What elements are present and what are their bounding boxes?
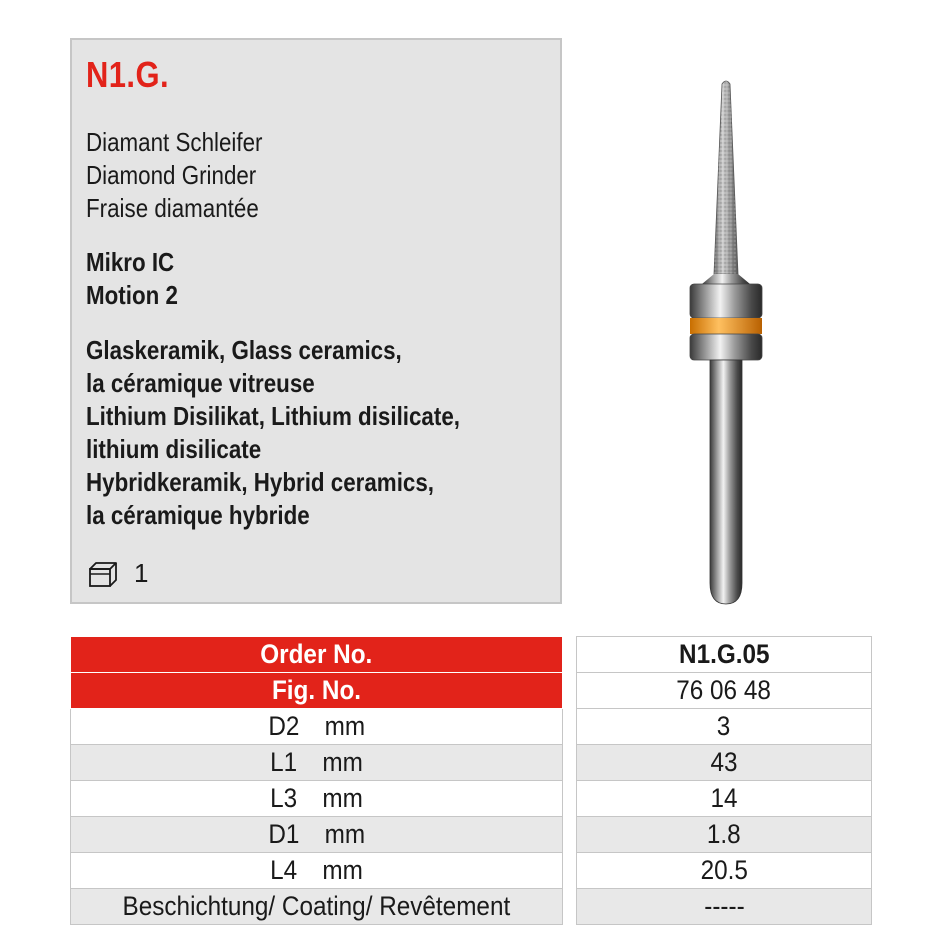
param-label: D1 mm xyxy=(71,817,563,853)
table-row xyxy=(71,637,563,673)
pack-quantity-row xyxy=(88,558,148,589)
param-value: 1.8 xyxy=(577,817,872,853)
table-row xyxy=(71,817,563,853)
product-name-fr: Fraise diamantée xyxy=(86,193,259,223)
table-row xyxy=(577,853,872,889)
product-name-en: Diamond Grinder xyxy=(86,160,257,190)
spec-table-values xyxy=(576,636,872,925)
param-value: 20.5 xyxy=(577,853,872,889)
table-row xyxy=(577,889,872,925)
table-row xyxy=(577,781,872,817)
material-line-4: lithium disilicate xyxy=(86,434,262,464)
product-code: N1.G. xyxy=(86,54,170,95)
coating-label: Beschichtung/ Coating/ Revêtement xyxy=(71,889,563,925)
table-row xyxy=(577,637,872,673)
table-row xyxy=(577,709,872,745)
system-motion-2: Motion 2 xyxy=(86,280,178,310)
param-label: L3 mm xyxy=(71,781,563,817)
fig-no-header: Fig. No. xyxy=(71,673,563,709)
param-value: 43 xyxy=(577,745,872,781)
material-line-1: Glaskeramik, Glass ceramics, xyxy=(86,335,402,365)
param-value: 14 xyxy=(577,781,872,817)
table-row xyxy=(71,709,563,745)
order-no-header: Order No. xyxy=(71,637,563,673)
product-name-de: Diamant Schleifer xyxy=(86,127,263,157)
material-line-3: Lithium Disilikat, Lithium disilicate, xyxy=(86,401,460,431)
product-info-panel xyxy=(70,38,562,604)
table-row xyxy=(577,745,872,781)
table-row xyxy=(71,673,563,709)
table-row xyxy=(71,781,563,817)
material-line-6: la céramique hybride xyxy=(86,500,310,530)
material-line-5: Hybridkeramik, Hybrid ceramics, xyxy=(86,467,434,497)
table-row xyxy=(71,853,563,889)
table-row xyxy=(577,817,872,853)
coating-value: ----- xyxy=(577,889,872,925)
material-line-2: la céramique vitreuse xyxy=(86,368,315,398)
package-box-icon xyxy=(88,560,118,588)
system-mikro-ic: Mikro IC xyxy=(86,247,175,277)
param-label: L4 mm xyxy=(71,853,563,889)
spec-table-labels xyxy=(70,636,563,925)
pack-quantity: 1 xyxy=(134,558,149,588)
diamond-grinder-image xyxy=(676,78,776,608)
param-label: L1 mm xyxy=(71,745,563,781)
param-value: 3 xyxy=(577,709,872,745)
order-no-value: N1.G.05 xyxy=(577,637,872,673)
table-row xyxy=(577,673,872,709)
param-label: D2 mm xyxy=(71,709,563,745)
table-row xyxy=(71,745,563,781)
table-row xyxy=(71,889,563,925)
fig-no-value: 76 06 48 xyxy=(577,673,872,709)
